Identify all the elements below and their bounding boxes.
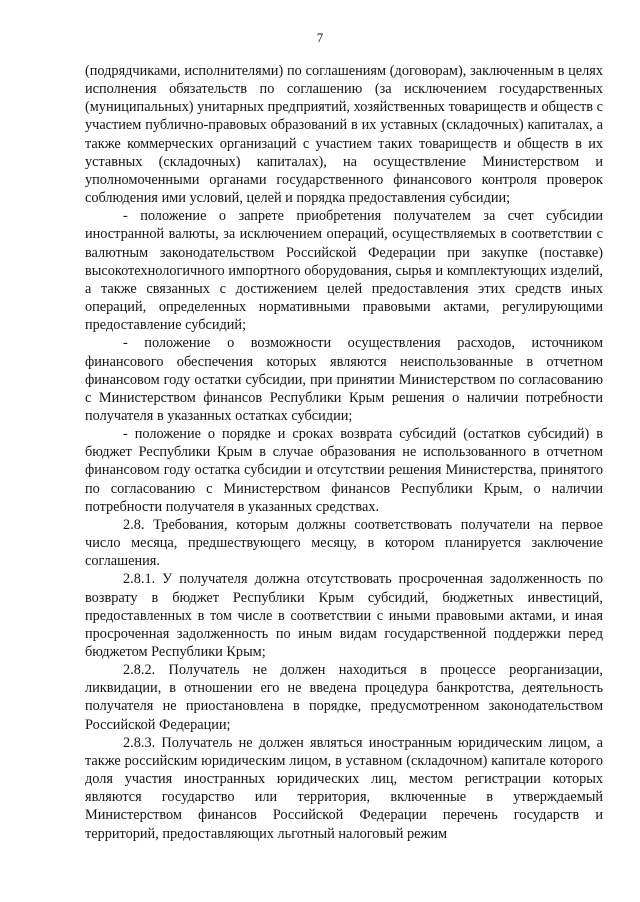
paragraph-return-clause: - положение о порядке и сроках возврата субсидий (остатков субсидий) в бюджет Республики Крым в случае образования не использованного в отчетном финансовом году остатка субсидии и отсутствии решения Министерства, принятого по согласованию с Министерством финансов Республики Крым, о наличии потребности получателя в указанных средствах. — [85, 426, 603, 515]
document-body — [85, 62, 603, 843]
paragraph-2-8-2: 2.8.2. Получатель не должен находиться в процессе реорганизации, ликвидации, в отношении его не введена процедура банкротства, деятельность получателя не приостановлена в порядке, предусмотренном законодательством Российской Федерации; — [85, 662, 603, 733]
paragraph-2-8: 2.8. Требования, которым должны соответствовать получатели на первое число месяца, предшествующего месяцу, в котором планируется заключение соглашения. — [85, 516, 603, 570]
paragraph-2-8-1: 2.8.1. У получателя должна отсутствовать просроченная задолженность по возврату в бюджет Республики Крым субсидий, бюджетных инвестиций, предоставленных в том числе в соответствии с иными правовыми актами, и иная просроченная задолженность по иным видам государственной поддержки перед бюджетом Республики Крым; — [85, 571, 603, 660]
paragraph-expenses-clause: - положение о возможности осуществления расходов, источником финансового обеспечения которых являются неиспользованные в отчетном финансовом году остатки субсидии, при принятии Министерством по согласованию с Министерством финансов Республики Крым решения о наличии потребности получателя в указанных остатках субсидии; — [85, 335, 603, 424]
paragraph-2-8-3: 2.8.3. Получатель не должен являться иностранным юридическим лицом, а также российским юридическим лицом, в уставном (складочном) капитале которого доля участия иностранных юридических лиц, местом регистрации которых являются государство или территория, включенные в утверждаемый Министерством финансов Российской Федерации перечень государств и территорий, предоставляющих льготный налоговый режим — [85, 734, 603, 842]
paragraph-continuation: (подрядчиками, исполнителями) по соглашениям (договорам), заключенным в целях исполнения обязательств по соглашению (за исключением государственных (муниципальных) унитарных предприятий, хозяйственных товариществ и обществ с участием публично-правовых образований в их уставных (складочных) капиталах, а также коммерческих организаций с участием таких товариществ и обществ в их уставных (складочных) капиталах), на осуществление Министерством и уполномоченными органами государственного финансового контроля проверок соблюдения ими условий, целей и порядка предоставления субсидии; — [85, 63, 603, 207]
page-number: 7 — [316, 30, 324, 45]
paragraph-currency-clause: - положение о запрете приобретения получателем за счет субсидии иностранной валюты, за исключением операций, осуществляемых в соответствии с валютным законодательством Российской Федерации при закупке (поставке) высокотехнологичного импортного оборудования, сырья и комплектующих изделий, а также связанных с достижением целей предоставления этих средств иных операций, определенных нормативными правовыми актами, регулирующими предоставление субсидий; — [85, 208, 603, 334]
